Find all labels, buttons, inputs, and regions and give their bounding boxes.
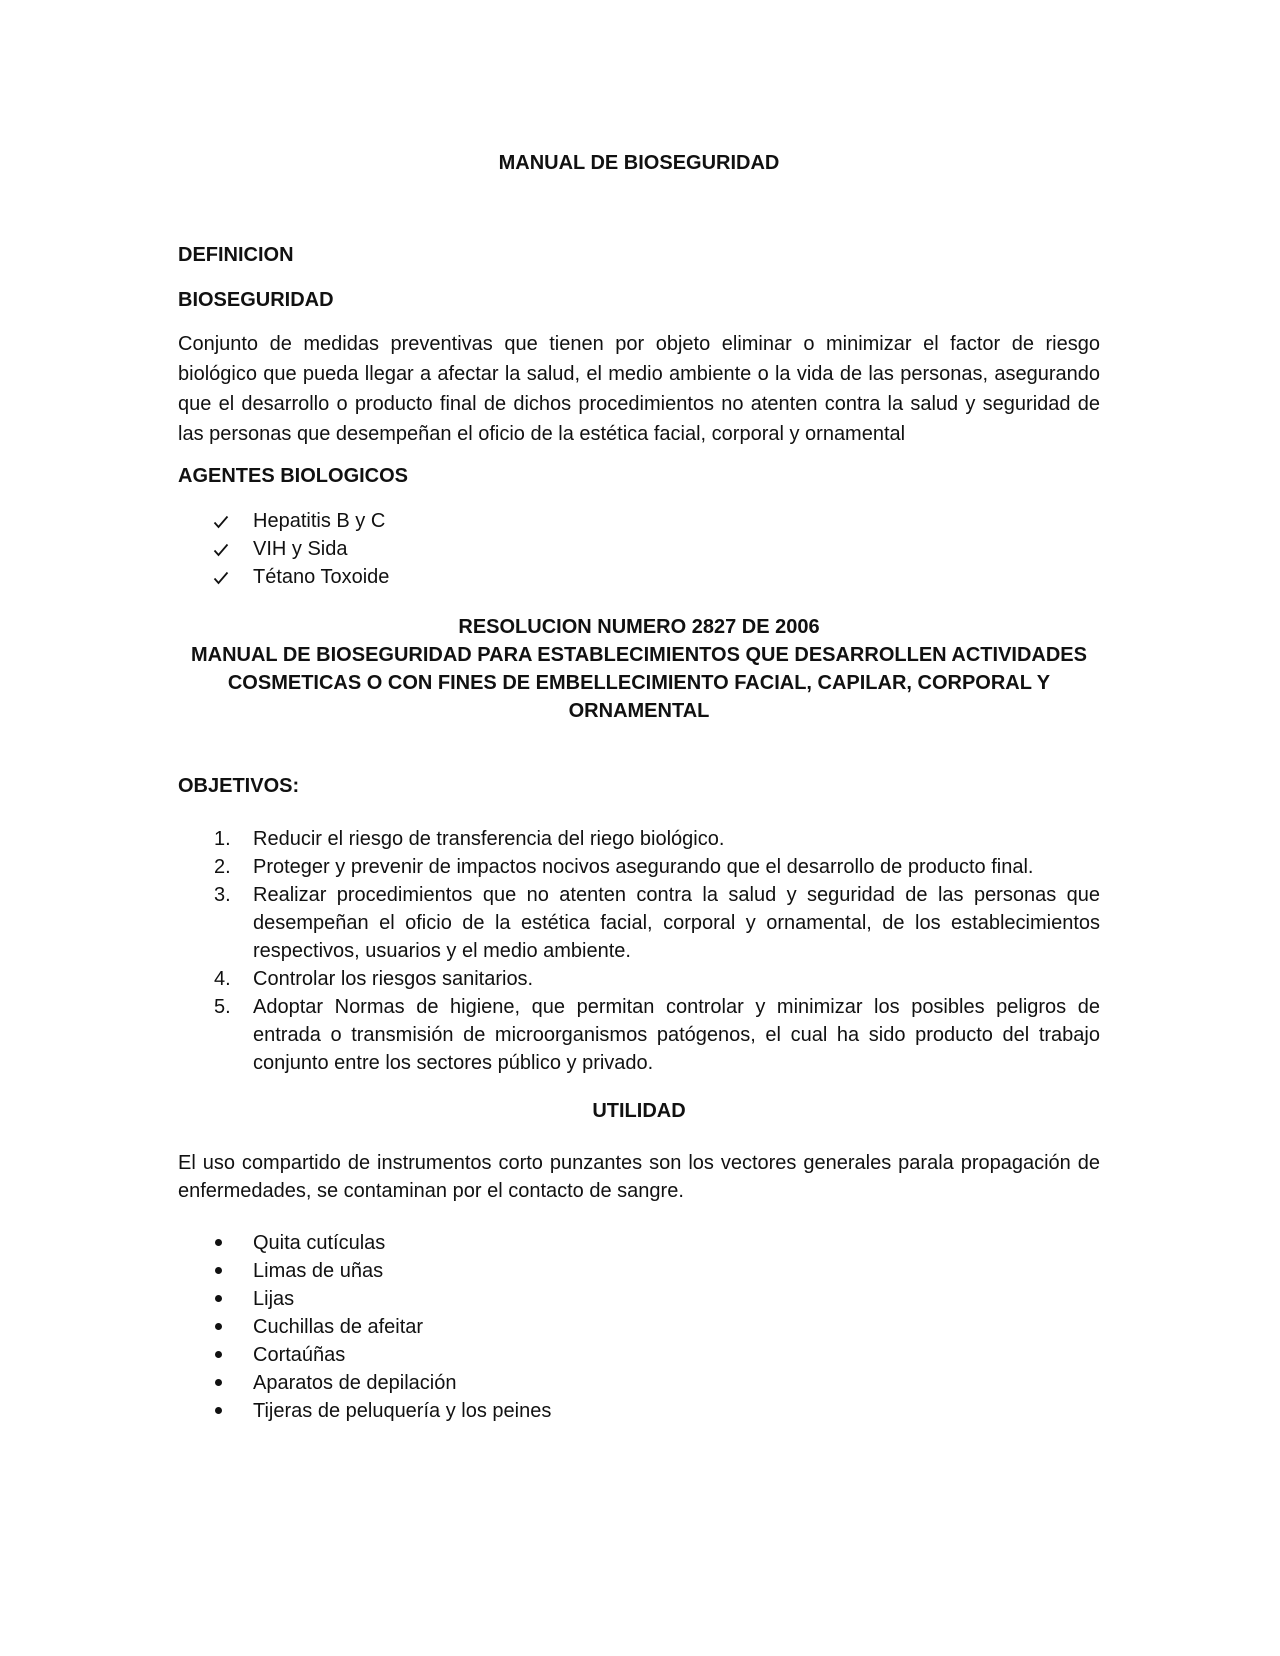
list-number: 2. xyxy=(214,856,231,878)
utilidad-heading: UTILIDAD xyxy=(592,1100,686,1122)
list-item xyxy=(178,1257,1100,1285)
bullet-icon xyxy=(213,1397,243,1425)
list-item xyxy=(178,825,1100,853)
bioseguridad-paragraph: Conjunto de medidas preventivas que tienen por objeto eliminar o minimizar el factor de riesgo biológico que pueda llegar a afectar la salud, el medio ambiente o la vida de las personas, asegurando que el desarrollo o producto final de dichos procedimientos no atenten contra la salud y seguridad de las personas que desempeñan el oficio de la estética facial, corporal y ornamental xyxy=(178,333,1100,445)
list-number: 4. xyxy=(214,968,231,990)
instrumento-label: Quita cutículas xyxy=(253,1232,386,1254)
objetivos-heading: OBJETIVOS: xyxy=(178,775,300,797)
agentes-heading: AGENTES BIOLOGICOS xyxy=(178,465,409,487)
check-icon xyxy=(213,535,243,563)
resolucion-line-2: MANUAL DE BIOSEGURIDAD PARA ESTABLECIMIENTOS QUE DESARROLLEN ACTIVIDADES xyxy=(191,644,1087,666)
resolucion-line-3: COSMETICAS O CON FINES DE EMBELLECIMIENTO FACIAL, CAPILAR, CORPORAL Y ORNAMENTAL xyxy=(227,672,1051,722)
list-item xyxy=(178,1397,1100,1425)
instrumentos-list xyxy=(178,1229,1100,1425)
objetivos-list xyxy=(178,825,1100,1077)
list-item xyxy=(178,881,1100,965)
document-body xyxy=(178,150,1100,1425)
bioseguridad-heading: BIOSEGURIDAD xyxy=(178,289,334,311)
agentes-list xyxy=(178,507,1100,591)
list-item xyxy=(178,993,1100,1077)
list-number: 5. xyxy=(214,996,231,1018)
list-item xyxy=(178,965,1100,993)
instrumento-label: Limas de uñas xyxy=(253,1260,384,1282)
list-item xyxy=(178,1341,1100,1369)
objetivo-text: Proteger y prevenir de impactos nocivos asegurando que el desarrollo de producto final. xyxy=(253,856,1034,878)
list-item xyxy=(178,853,1100,881)
instrumento-label: Cortaúñas xyxy=(253,1344,346,1366)
agente-label: VIH y Sida xyxy=(253,538,348,560)
check-icon xyxy=(213,563,243,591)
objetivo-text: Reducir el riesgo de transferencia del riego biológico. xyxy=(253,828,725,850)
bullet-icon xyxy=(213,1229,243,1257)
instrumento-label: Lijas xyxy=(253,1288,295,1310)
bullet-icon xyxy=(213,1369,243,1397)
instrumento-label: Aparatos de depilación xyxy=(253,1372,457,1394)
list-item xyxy=(178,507,1100,535)
list-item xyxy=(178,535,1100,563)
agente-label: Tétano Toxoide xyxy=(253,566,390,588)
instrumento-label: Tijeras de peluquería y los peines xyxy=(253,1400,552,1422)
utilidad-paragraph: El uso compartido de instrumentos corto punzantes son los vectores generales parala propagación de enfermedades, se contaminan por el contacto de sangre. xyxy=(178,1152,1100,1202)
objetivo-text: Controlar los riesgos sanitarios. xyxy=(253,968,534,990)
list-item xyxy=(178,1369,1100,1397)
check-icon xyxy=(213,507,243,535)
objetivo-text: Realizar procedimientos que no atenten contra la salud y seguridad de las personas que desempeñan el oficio de la estética facial, corporal y ornamental, de los establecimientos respectivos, usuarios y el medio ambiente. xyxy=(253,884,1100,962)
list-item xyxy=(178,1285,1100,1313)
instrumento-label: Cuchillas de afeitar xyxy=(253,1316,424,1338)
bullet-icon xyxy=(213,1341,243,1369)
list-item xyxy=(178,563,1100,591)
list-item xyxy=(178,1313,1100,1341)
bullet-icon xyxy=(213,1285,243,1313)
agente-label: Hepatitis B y C xyxy=(253,510,386,532)
definicion-heading: DEFINICION xyxy=(178,244,294,266)
list-number: 1. xyxy=(214,828,231,850)
list-item xyxy=(178,1229,1100,1257)
bullet-icon xyxy=(213,1313,243,1341)
document-title: MANUAL DE BIOSEGURIDAD xyxy=(498,152,780,174)
objetivo-text: Adoptar Normas de higiene, que permitan controlar y minimizar los posibles peligros de entrada o transmisión de microorganismos patógenos, el cual ha sido producto del trabajo conjunto entre los sectores público y privado. xyxy=(253,996,1100,1074)
resolucion-line-1: RESOLUCION NUMERO 2827 DE 2006 xyxy=(458,616,820,638)
list-number: 3. xyxy=(214,884,231,906)
bullet-icon xyxy=(213,1257,243,1285)
